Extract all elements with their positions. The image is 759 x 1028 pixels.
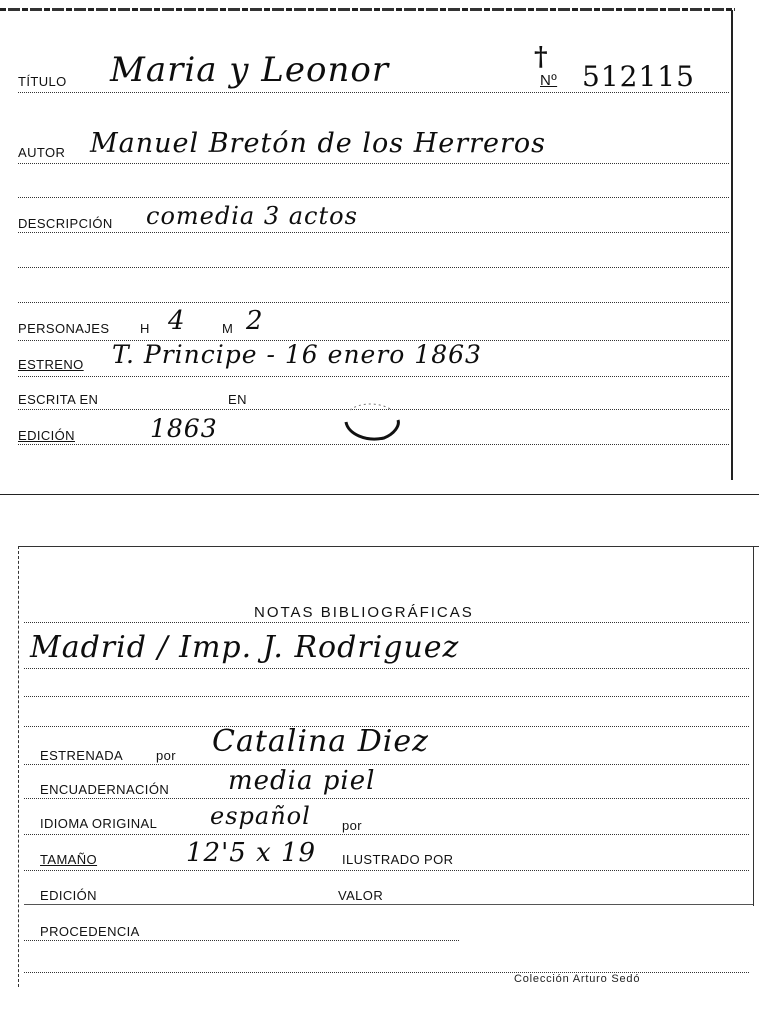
descripcion-rule-3: [18, 302, 729, 303]
autor-label: AUTOR: [18, 145, 66, 160]
estrenada-rule: [24, 764, 749, 765]
card-back-right-edge: [753, 546, 755, 906]
notas-rule-3: [24, 696, 749, 697]
card-right-edge: [731, 10, 733, 480]
personajes-m-label: M: [222, 321, 234, 336]
edicion-valor-rule: [24, 904, 753, 905]
encuadernacion-label: ENCUADERNACIÓN: [40, 782, 170, 797]
autor-rule: [18, 163, 729, 164]
personajes-m-value: 2: [246, 306, 264, 336]
coleccion-colophon: Colección Arturo Sedó: [514, 973, 641, 985]
back-edicion-label: EDICIÓN: [40, 888, 97, 903]
personajes-h-label: H: [140, 321, 150, 336]
notas-rule-2: [24, 668, 749, 669]
personajes-label: PERSONAJES: [18, 321, 110, 336]
encuadernacion-rule: [24, 798, 749, 799]
tamano-value: 12'5 x 19: [186, 838, 317, 868]
personajes-h-value: 4: [168, 306, 186, 336]
estreno-label: ESTRENO: [18, 357, 84, 372]
estrenada-value: Catalina Diez: [212, 724, 429, 759]
descripcion-rule: [18, 232, 729, 233]
escrita-label: ESCRITA EN: [18, 392, 99, 407]
idioma-por-label: por: [342, 818, 362, 833]
descripcion-rule-2: [18, 267, 729, 268]
titulo-value: Maria y Leonor: [110, 50, 390, 90]
procedencia-rule: [24, 940, 459, 941]
ilustrado-label: ILUSTRADO POR: [342, 852, 454, 867]
encuadernacion-value: media piel: [228, 766, 376, 796]
ink-blot: [340, 400, 404, 444]
catalog-card-back: [0, 540, 759, 1028]
estrenada-por-label: por: [156, 748, 176, 763]
estrenada-label: ESTRENADA: [40, 748, 124, 763]
cross-mark: †: [534, 42, 548, 72]
estreno-rule: [18, 376, 729, 377]
notas-rule: [24, 622, 749, 623]
edicion-rule: [18, 444, 729, 445]
edicion-label: EDICIÓN: [18, 428, 75, 443]
estreno-value: T. Principe - 16 enero 1863: [112, 340, 482, 369]
autor-value: Manuel Bretón de los Herreros: [90, 128, 547, 159]
titulo-label: TÍTULO: [18, 74, 67, 89]
idioma-label: IDIOMA ORIGINAL: [40, 816, 158, 831]
autor-rule-2: [18, 197, 729, 198]
valor-label: VALOR: [338, 888, 384, 903]
escrita-en-label: EN: [228, 392, 247, 407]
edicion-value: 1863: [150, 414, 218, 443]
card-top-edge: [0, 8, 735, 11]
notas-title: NOTAS BIBLIOGRÁFICAS: [254, 604, 474, 621]
tamano-rule: [24, 870, 749, 871]
notas-value: Madrid / Imp. J. Rodriguez: [30, 630, 460, 665]
tamano-label: TAMAÑO: [40, 852, 98, 867]
numero-label: Nº: [540, 72, 558, 89]
catalog-card-front: [0, 0, 759, 495]
titulo-rule: [18, 92, 729, 93]
numero-value: 512115: [582, 60, 695, 93]
procedencia-label: PROCEDENCIA: [40, 924, 140, 939]
idioma-rule: [24, 834, 749, 835]
descripcion-label: DESCRIPCIÓN: [18, 216, 113, 231]
descripcion-value: comedia 3 actos: [146, 202, 358, 230]
idioma-value: español: [210, 802, 311, 830]
